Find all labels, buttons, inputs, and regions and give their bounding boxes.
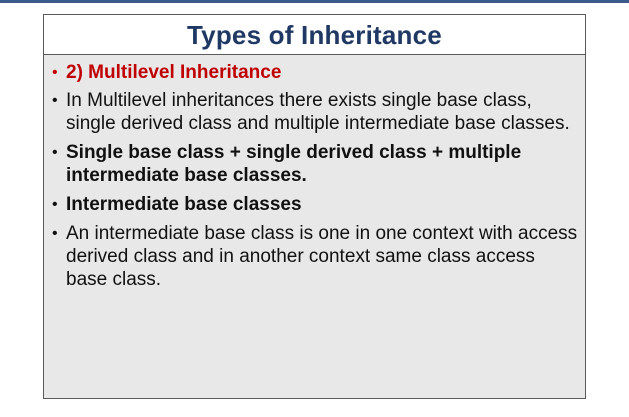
bullet-text: An intermediate base class is one in one context with access derived class and in another context same class access base class. [66,223,578,290]
bullet-icon: • [52,144,58,161]
list-item [52,89,579,135]
list-item [52,222,579,291]
bullet-text: In Multilevel inheritances there exists single base class, single derived class and multiple intermediate base classes. [66,90,570,134]
title-bar [44,15,585,55]
bullet-list [52,61,579,297]
section-heading: 2) Multilevel Inheritance [66,62,282,83]
slide-title: Types of Inheritance [187,20,442,50]
bullet-icon: • [52,225,58,242]
bullet-text: Intermediate base classes [66,194,302,215]
list-item [52,193,579,216]
top-rule [0,0,629,3]
bullet-text: Single base class + single derived class + multiple intermediate base classes. [66,142,522,186]
bullet-icon: • [52,92,58,109]
slide-frame [43,14,586,399]
bullet-icon: • [52,64,58,81]
bullet-icon: • [52,196,58,213]
list-item [52,141,579,187]
list-item [52,61,579,84]
